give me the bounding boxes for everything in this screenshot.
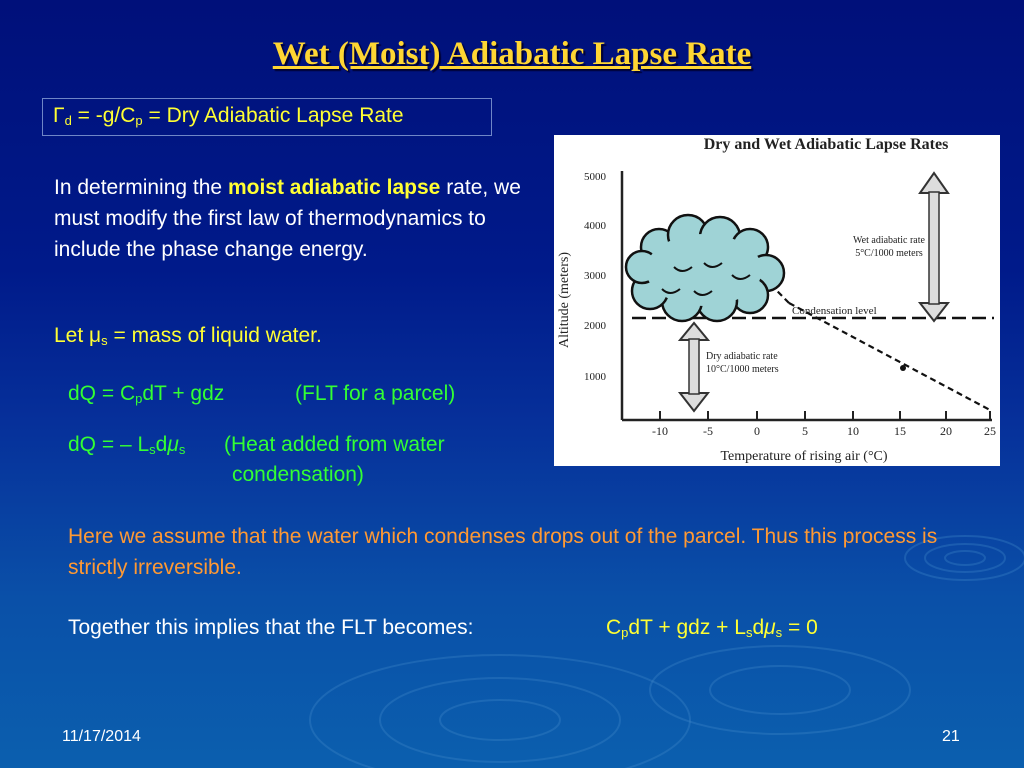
y-tick-3000: 3000 [584,270,606,282]
x-tick-25: 25 [984,424,996,438]
definition-part2: = Dry Adiabatic Lapse Rate [142,104,404,127]
flt-equation [606,616,818,640]
footer-date: 11/17/2014 [62,728,141,745]
y-axis-label: Altitude (meters) [557,251,572,349]
eq2-a: dQ = – L [68,433,150,456]
equation-2-note-line1: (Heat added from water [224,433,445,456]
x-tick-10: 10 [847,424,859,438]
intro-before: In determining the [54,176,228,199]
dry-rate-label-2: 10°C/1000 meters [706,364,779,375]
eq1-a: dQ = C [68,382,136,405]
intro-highlight: moist adiabatic lapse [227,176,441,199]
let-sub: s [101,333,108,348]
dry-rate-label-1: Dry adiabatic rate [706,351,778,362]
dry-arrow-head-bottom [680,393,708,411]
x-tick-0: 0 [754,424,760,438]
y-tick-1000: 1000 [584,371,606,383]
dry-rate-arrow [689,339,699,394]
intro-after: rate, we must modify the first law of thermodynamics to include the phase change energy. [54,176,521,261]
let-b: = mass of liquid water. [107,324,322,347]
flt-sub3: s [775,625,783,640]
gamma-subscript: d [64,113,72,128]
assumption-paragraph: Here we assume that the water which condenses drops out of the parcel. Thus this process is strictly irreversible. [68,525,938,579]
condensation-label: Condensation level [792,305,877,317]
equation-2 [68,433,185,457]
equation-2-note-line2: condensation) [232,463,364,486]
wet-rate-label-1: Wet adiabatic rate [853,235,925,246]
let-a: Let μ [54,324,102,347]
definition-part1: = -g/C [71,104,136,127]
eq2-mu: μ [167,433,179,456]
wet-arrow-head-top [920,173,948,193]
wet-rate-label-2: 5°C/1000 meters [855,248,923,259]
dry-adiabat-point [900,365,906,371]
flt-b: dT + gdz + L [628,616,746,639]
x-tick-15: 15 [894,424,906,438]
flt-a: C [606,616,622,639]
intro-paragraph [54,172,534,265]
flt-sub2: s [745,625,753,640]
eq2-b: d [155,433,168,456]
let-statement [54,324,322,348]
figure-title: Dry and Wet Adiabatic Lapse Rates [703,136,949,153]
cloud-illustration [626,215,784,321]
slide-title: Wet (Moist) Adiabatic Lapse Rate [272,36,752,72]
flt-statement: Together this implies that the FLT becomes: [68,616,474,639]
flt-c: d [752,616,765,639]
x-tick-20: 20 [940,424,952,438]
lapse-rate-figure-svg [554,135,1000,466]
lapse-rate-figure [554,135,1000,466]
eq2-sub2: s [178,442,186,457]
x-tick-neg5: -5 [703,424,713,438]
x-axis-label: Temperature of rising air (°C) [720,449,888,464]
y-tick-4000: 4000 [584,220,606,232]
flt-d: = 0 [782,616,818,639]
eq2-sub1: s [149,442,156,457]
equation-1 [68,382,224,406]
x-tick-neg10: -10 [652,424,668,438]
gamma-symbol: Γ [53,104,65,127]
definition-box [42,98,492,136]
eq1-sub: p [135,391,143,406]
page-number: 21 [942,728,960,745]
x-tick-5: 5 [802,424,808,438]
flt-sub1: p [621,625,629,640]
y-tick-5000: 5000 [584,171,606,183]
y-tick-2000: 2000 [584,320,606,332]
equation-1-note: (FLT for a parcel) [295,382,456,405]
eq1-b: dT + gdz [142,382,225,405]
cp-subscript: p [135,113,143,128]
dry-arrow-head-top [680,323,708,340]
flt-mu: μ [764,616,776,639]
